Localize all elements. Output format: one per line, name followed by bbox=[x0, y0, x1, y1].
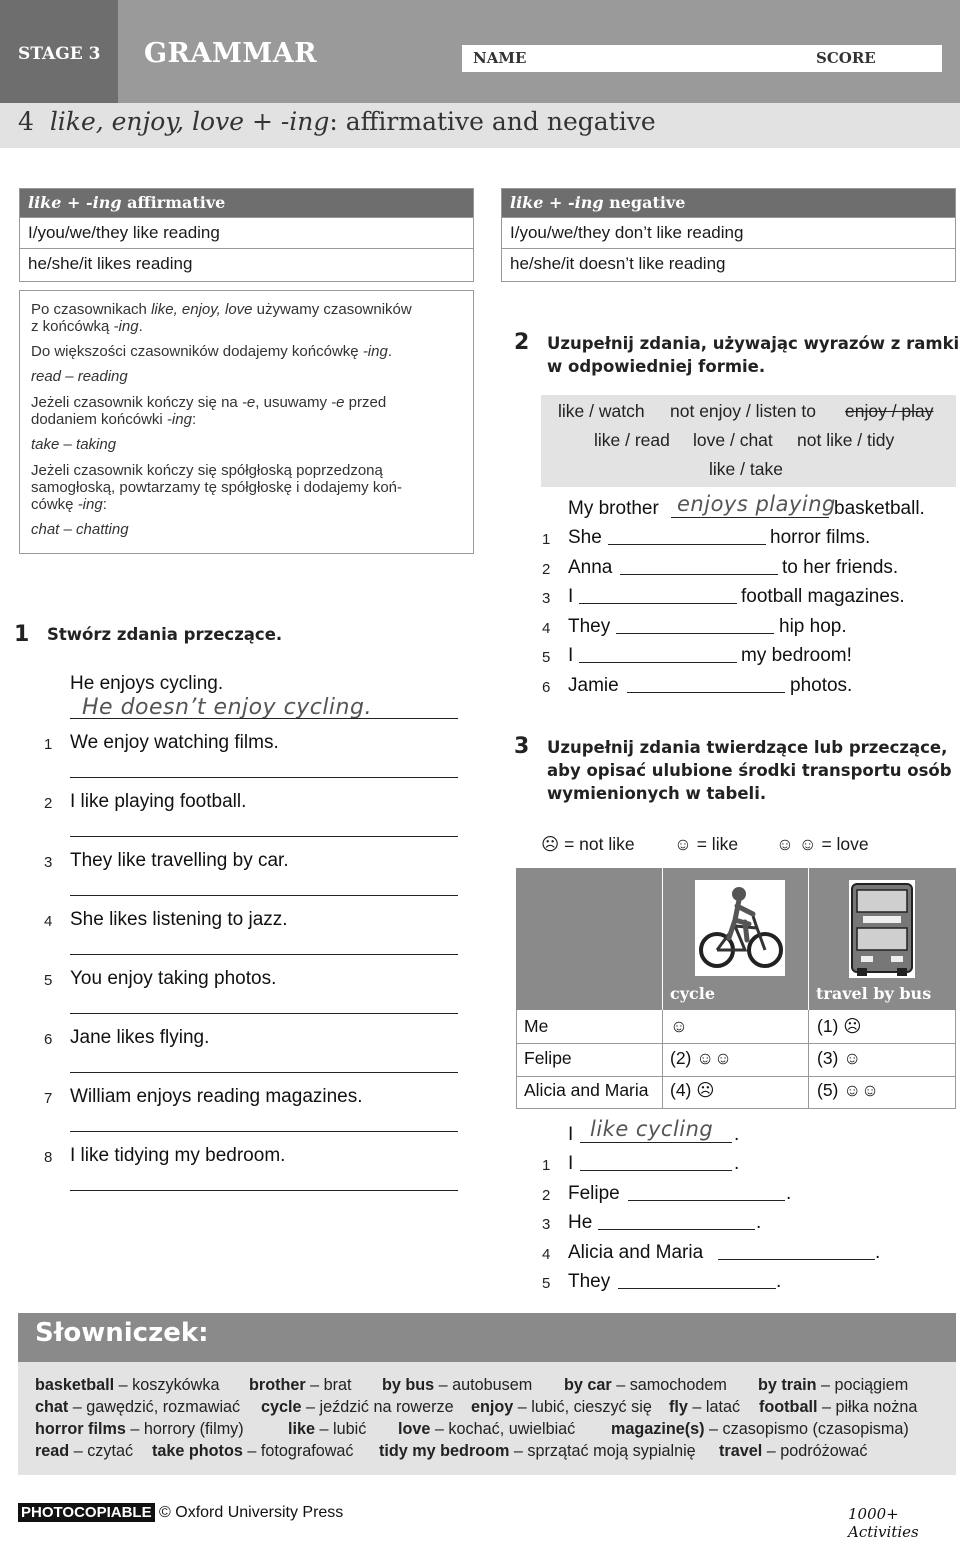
glossary-entry: basketball – koszykówka bbox=[35, 1376, 220, 1394]
item-number: 8 bbox=[44, 1149, 53, 1166]
item-end: football magazines. bbox=[741, 586, 905, 607]
table-cell-cycle: (4) ☹ bbox=[670, 1080, 715, 1100]
rules-info-box bbox=[19, 290, 474, 554]
answer-line[interactable] bbox=[627, 692, 785, 693]
answer-line[interactable] bbox=[70, 1072, 458, 1073]
word-box-item: like / watch bbox=[558, 401, 645, 421]
glossary-entry: football – piłka nożna bbox=[759, 1398, 918, 1416]
answer-line[interactable] bbox=[70, 836, 458, 837]
item-start: He bbox=[568, 1212, 593, 1233]
exercise-heading: w odpowiedniej formie. bbox=[547, 357, 766, 376]
answer-line[interactable] bbox=[718, 1259, 875, 1260]
publisher-text: © Oxford University Press bbox=[159, 1504, 344, 1521]
item-number: 2 bbox=[542, 1187, 551, 1204]
answer-line[interactable] bbox=[628, 1200, 785, 1201]
example-sentence: He enjoys cycling. bbox=[70, 673, 224, 694]
glossary-entry: take photos – fotografować bbox=[152, 1442, 354, 1460]
item-number: 2 bbox=[542, 561, 551, 578]
answer-line[interactable] bbox=[70, 895, 458, 896]
answer-line[interactable] bbox=[579, 662, 737, 663]
photocopiable-badge: PHOTOCOPIABLE bbox=[18, 1503, 155, 1522]
example-start: My brother bbox=[568, 498, 659, 519]
answer-line[interactable] bbox=[580, 1170, 732, 1171]
rule-example: chat – chatting bbox=[31, 521, 129, 538]
table-cell-bus: (3) ☺ bbox=[817, 1048, 862, 1068]
item-sentence: We enjoy watching films. bbox=[70, 732, 279, 753]
rule-example: take – taking bbox=[31, 436, 117, 453]
legend-like: ☺ = like bbox=[674, 834, 739, 854]
column-header-cycle: cycle bbox=[670, 984, 716, 1003]
example-answer: He doesn’t enjoy cycling. bbox=[82, 695, 372, 720]
glossary-entry: tidy my bedroom – sprzątać moją sypialnię bbox=[379, 1442, 696, 1460]
word-box-item-used: enjoy / play bbox=[845, 401, 934, 421]
name-label: NAME bbox=[473, 49, 527, 67]
answer-line[interactable] bbox=[616, 633, 774, 634]
glossary-entry: chat – gawędzić, rozmawiać bbox=[35, 1398, 241, 1416]
example-start: I bbox=[568, 1124, 574, 1145]
item-start: Felipe bbox=[568, 1183, 620, 1204]
item-number: 6 bbox=[542, 679, 551, 696]
rule-text: z końcówką -ing. bbox=[31, 318, 143, 335]
glossary-entry: by bus – autobusem bbox=[382, 1376, 533, 1394]
answer-line[interactable] bbox=[608, 544, 766, 545]
item-number: 1 bbox=[542, 1157, 551, 1174]
cycle-image bbox=[695, 880, 785, 976]
sentence-end: . bbox=[776, 1271, 782, 1292]
table-row: I/you/we/they like reading bbox=[20, 217, 473, 248]
item-number: 7 bbox=[44, 1090, 53, 1107]
legend-not-like: ☹ = not like bbox=[541, 834, 635, 854]
example-answer: like cycling bbox=[590, 1117, 714, 1141]
page-title: 4 like, enjoy, love + -ing: affirmative and negative bbox=[18, 107, 656, 136]
table-row: he/she/it likes reading bbox=[20, 248, 473, 279]
sentence-end: . bbox=[786, 1183, 792, 1204]
item-end: horror films. bbox=[770, 527, 871, 548]
item-number: 5 bbox=[44, 972, 53, 989]
item-start: I bbox=[568, 1153, 574, 1174]
answer-line[interactable] bbox=[671, 517, 829, 518]
bicycle-icon bbox=[695, 880, 785, 976]
answer-line[interactable] bbox=[598, 1229, 755, 1230]
item-number: 4 bbox=[44, 913, 53, 930]
glossary-entry: magazine(s) – czasopismo (czasopisma) bbox=[611, 1420, 909, 1438]
item-sentence: William enjoys reading magazines. bbox=[70, 1086, 363, 1107]
rule-text: samogłoską, powtarzamy tę spółgłoskę i dodajemy koń- bbox=[31, 479, 403, 496]
exercise-number: 2 bbox=[514, 330, 530, 355]
table-cell-who: Me bbox=[524, 1016, 549, 1036]
table-cell-cycle: (2) ☺☺ bbox=[670, 1048, 732, 1068]
word-box-item: love / chat bbox=[693, 430, 773, 450]
word-box bbox=[541, 395, 956, 487]
affirmative-table bbox=[19, 188, 474, 282]
answer-line[interactable] bbox=[70, 1013, 458, 1014]
table-cell-who: Alicia and Maria bbox=[524, 1080, 649, 1100]
word-box-item: not like / tidy bbox=[797, 430, 895, 450]
item-start: Anna bbox=[568, 557, 613, 578]
glossary-entry: horror films – horrory (filmy) bbox=[35, 1420, 244, 1438]
negative-table-header: like + -ing negative bbox=[502, 189, 955, 217]
answer-line[interactable] bbox=[579, 603, 737, 604]
item-end: my bedroom! bbox=[741, 645, 852, 666]
item-number: 5 bbox=[542, 1275, 551, 1292]
answer-line[interactable] bbox=[580, 1142, 732, 1143]
affirmative-table-header: like + -ing affirmative bbox=[20, 189, 473, 217]
item-number: 5 bbox=[542, 649, 551, 666]
column-header-bus: travel by bus bbox=[816, 984, 932, 1003]
table-cell-bus: (5) ☺☺ bbox=[817, 1080, 879, 1100]
item-sentence: She likes listening to jazz. bbox=[70, 909, 288, 930]
item-number: 6 bbox=[44, 1031, 53, 1048]
sentence-end: . bbox=[734, 1153, 740, 1174]
exercise-heading: Uzupełnij zdania, używając wyrazów z ramki bbox=[547, 334, 960, 353]
sentence-end: . bbox=[734, 1124, 740, 1145]
item-number: 1 bbox=[44, 736, 53, 753]
item-start: I bbox=[568, 645, 574, 666]
table-cell-bus: (1) ☹ bbox=[817, 1016, 862, 1036]
item-end: photos. bbox=[790, 675, 853, 696]
glossary-entry: enjoy – lubić, cieszyć się bbox=[471, 1398, 652, 1416]
exercise-number: 1 bbox=[14, 622, 30, 647]
stage-label: STAGE 3 bbox=[0, 0, 118, 103]
footer-series: 1000+ Activities bbox=[848, 1505, 919, 1541]
item-sentence: I like playing football. bbox=[70, 791, 247, 812]
footer-publisher bbox=[18, 1504, 343, 1522]
item-start: Alicia and Maria bbox=[568, 1242, 704, 1263]
exercise-heading: Uzupełnij zdania twierdzące lub przeczące, bbox=[547, 738, 948, 757]
answer-line[interactable] bbox=[70, 954, 458, 955]
score-label: SCORE bbox=[816, 49, 876, 67]
example-answer: enjoys playing bbox=[677, 492, 836, 516]
glossary-entry: brother – brat bbox=[249, 1376, 352, 1394]
row-divider bbox=[516, 1076, 956, 1077]
glossary-entry: like – lubić bbox=[288, 1420, 367, 1438]
item-start: They bbox=[568, 1271, 611, 1292]
answer-line[interactable] bbox=[620, 574, 778, 575]
sentence-end: . bbox=[875, 1242, 881, 1263]
rule-text: Jeżeli czasownik kończy się spółgłoską poprzedzoną bbox=[31, 462, 383, 479]
item-number: 2 bbox=[44, 795, 53, 812]
rule-example: read – reading bbox=[31, 368, 128, 385]
table-cell-who: Felipe bbox=[524, 1048, 572, 1068]
exercise-heading: wymienionych w tabeli. bbox=[547, 784, 767, 803]
word-box-item: like / read bbox=[594, 430, 670, 450]
item-end: to her friends. bbox=[782, 557, 899, 578]
table-row: he/she/it doesn’t like reading bbox=[502, 248, 955, 279]
item-number: 3 bbox=[542, 590, 551, 607]
item-number: 3 bbox=[542, 1216, 551, 1233]
answer-line[interactable] bbox=[70, 777, 458, 778]
glossary-entry: travel – podróżować bbox=[719, 1442, 868, 1460]
word-box-item: like / take bbox=[709, 459, 783, 479]
transport-table bbox=[516, 868, 956, 1109]
glossary-entry: by train – pociągiem bbox=[758, 1376, 909, 1394]
item-end: hip hop. bbox=[779, 616, 847, 637]
exercise-number: 3 bbox=[514, 734, 530, 759]
glossary-entry: love – kochać, uwielbiać bbox=[398, 1420, 576, 1438]
item-sentence: They like travelling by car. bbox=[70, 850, 289, 871]
rule-text: dodaniem końcówki -ing: bbox=[31, 411, 197, 428]
word-box-item: not enjoy / listen to bbox=[670, 401, 816, 421]
bus-image bbox=[849, 880, 915, 978]
table-cell-cycle: ☺ bbox=[670, 1016, 688, 1036]
bus-icon bbox=[849, 880, 915, 978]
table-row: I/you/we/they don’t like reading bbox=[502, 217, 955, 248]
glossary-entry: read – czytać bbox=[35, 1442, 134, 1460]
row-divider bbox=[516, 1043, 956, 1044]
glossary-entry: by car – samochodem bbox=[564, 1376, 727, 1394]
item-start: They bbox=[568, 616, 611, 637]
sentence-end: . bbox=[756, 1212, 762, 1233]
item-start: I bbox=[568, 586, 574, 607]
item-start: Jamie bbox=[568, 675, 619, 696]
rule-text: Jeżeli czasownik kończy się na -e, usuwamy -e przed bbox=[31, 394, 387, 411]
rule-text: cówkę -ing: bbox=[31, 496, 107, 513]
col-divider bbox=[808, 1010, 809, 1109]
item-number: 4 bbox=[542, 620, 551, 637]
glossary-title: Słowniczek: bbox=[35, 1318, 209, 1348]
legend-love: ☺ ☺ = love bbox=[776, 834, 869, 854]
answer-line[interactable] bbox=[70, 718, 458, 719]
glossary-entry: cycle – jeździć na rowerze bbox=[261, 1398, 454, 1416]
answer-line[interactable] bbox=[70, 1190, 458, 1191]
col-divider bbox=[662, 1010, 663, 1109]
item-sentence: You enjoy taking photos. bbox=[70, 968, 277, 989]
answer-line[interactable] bbox=[618, 1288, 776, 1289]
item-number: 1 bbox=[542, 531, 551, 548]
glossary-entry: fly – latać bbox=[669, 1398, 741, 1416]
item-start: She bbox=[568, 527, 602, 548]
item-sentence: Jane likes flying. bbox=[70, 1027, 210, 1048]
negative-table bbox=[501, 188, 956, 282]
exercise-heading: Stwórz zdania przeczące. bbox=[47, 625, 283, 644]
section-title: GRAMMAR bbox=[144, 38, 318, 69]
exercise-heading: aby opisać ulubione środki transportu osób bbox=[547, 761, 952, 780]
answer-line[interactable] bbox=[70, 1131, 458, 1132]
example-end: basketball. bbox=[834, 498, 925, 519]
item-number: 3 bbox=[44, 854, 53, 871]
item-number: 4 bbox=[542, 1246, 551, 1263]
rule-text: Do większości czasowników dodajemy końcówkę -ing. bbox=[31, 343, 392, 360]
rule-text: Po czasownikach like, enjoy, love używamy czasowników bbox=[31, 301, 412, 318]
item-sentence: I like tidying my bedroom. bbox=[70, 1145, 286, 1166]
